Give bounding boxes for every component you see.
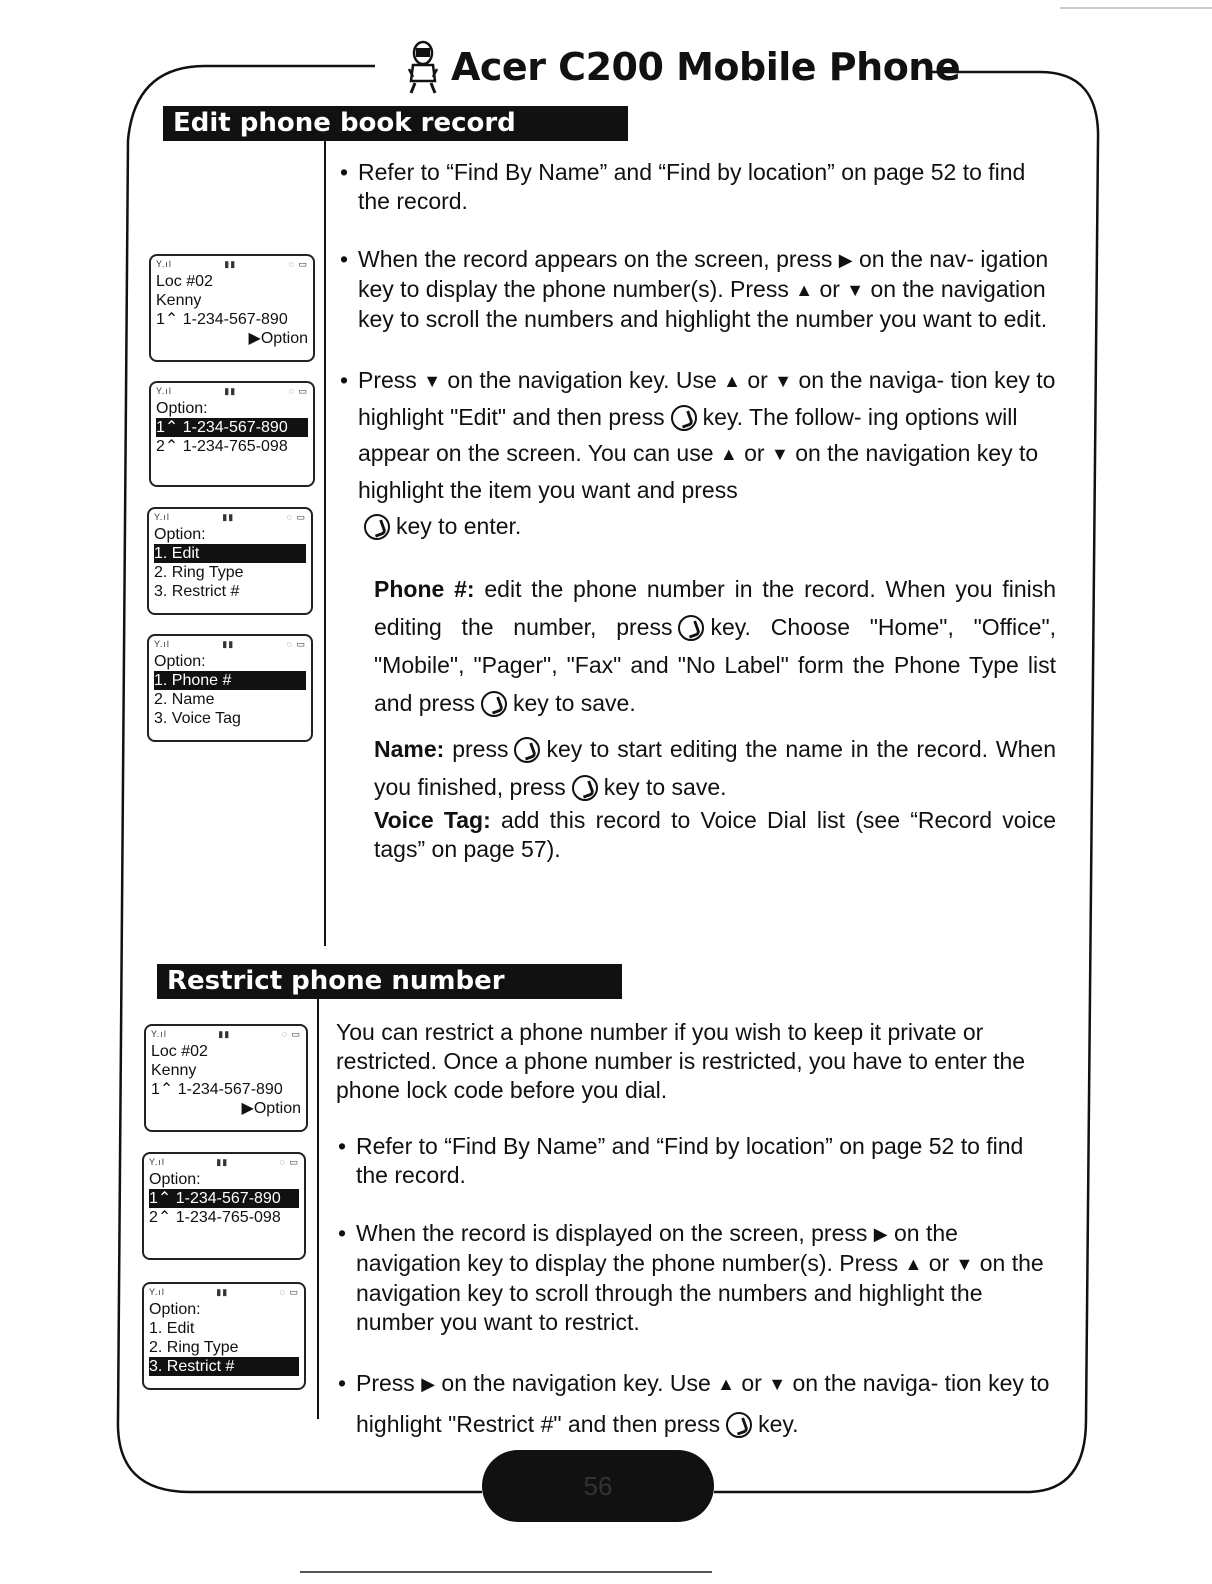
signal-icon: Y.ıl — [154, 512, 170, 522]
screen-row: 2. Ring Type — [149, 1339, 239, 1356]
status-bar — [156, 385, 308, 399]
down-arrow-icon: ▼ — [770, 444, 789, 464]
bullet-text: When the record appears on the screen, press — [358, 246, 833, 272]
option-name — [374, 730, 1056, 806]
restrict-instructions — [336, 1018, 1054, 1444]
bullet-text: on the naviga- tion key to highlight "Edit" and then press — [358, 367, 1056, 430]
screen-row-selected: 3. Restrict # — [149, 1357, 299, 1376]
option-text: key to save. — [513, 690, 636, 716]
bullet-dot: • — [340, 159, 349, 185]
option-text: press — [452, 736, 509, 762]
screen-row: 1⌃ 1-234-567-890 — [151, 1081, 283, 1098]
up-arrow-icon: ▲ — [717, 1374, 735, 1394]
down-arrow-icon: ▼ — [846, 280, 865, 300]
screen-row: Option: — [149, 1301, 201, 1318]
page-number-badge — [482, 1450, 714, 1522]
screen-row: Kenny — [156, 292, 202, 309]
screen-row: Option: — [149, 1171, 201, 1188]
bullet-text: Refer to “Find By Name” and “Find by location” on page 52 to find the record. — [358, 159, 1026, 214]
section-heading-edit: Edit phone book record — [163, 106, 628, 141]
message-icon: ▮▮ — [224, 386, 237, 396]
bullet-item — [338, 158, 1056, 216]
screen-row: Loc #02 — [156, 273, 213, 290]
bullet-dot: • — [338, 1220, 347, 1246]
message-icon: ▮▮ — [216, 1157, 229, 1167]
send-key-icon — [364, 514, 390, 540]
screen-row: 2⌃ 1-234-765-098 — [149, 1209, 281, 1226]
screen-row: Loc #02 — [151, 1043, 208, 1060]
option-text: add this record to Voice Dial list (see “Record voice tags” on page 57). — [374, 807, 1056, 862]
status-bar — [154, 511, 306, 525]
bullet-dot: • — [338, 1133, 347, 1159]
up-arrow-icon: ▲ — [719, 444, 738, 464]
column-divider — [317, 999, 319, 1419]
battery-icon: ◌ ▭ — [288, 386, 308, 396]
bullet-text: or — [819, 276, 840, 302]
bullet-item — [338, 245, 1056, 334]
screen-row: Option: — [154, 526, 206, 543]
bullet-text: on the navigation key to scroll through the numbers and highlight the number you want to restrict. — [356, 1250, 1044, 1335]
phone-screen — [142, 1152, 306, 1260]
option-label: Name: — [374, 736, 445, 762]
message-icon: ▮▮ — [216, 1287, 229, 1297]
bullet-text: key. — [758, 1411, 799, 1437]
phone-screen — [149, 254, 315, 362]
battery-icon: ◌ ▭ — [279, 1287, 299, 1297]
edit-instructions — [338, 158, 1056, 864]
screen-row-selected: 1. Phone # — [154, 671, 306, 690]
down-arrow-icon: ▼ — [955, 1254, 974, 1274]
send-key-icon — [726, 1412, 752, 1438]
message-icon: ▮▮ — [222, 639, 235, 649]
signal-icon: Y.ıl — [156, 259, 172, 269]
bullet-text: Press — [356, 1370, 415, 1396]
bullet-text: or — [741, 1370, 762, 1396]
screen-row: 2⌃ 1-234-765-098 — [156, 438, 288, 455]
up-arrow-icon: ▲ — [795, 280, 814, 300]
send-key-icon — [514, 737, 540, 763]
status-bar — [151, 1028, 301, 1042]
bullet-text: on the navigation key to scroll the numbers and highlight the number you want to edit. — [358, 276, 1048, 332]
down-arrow-icon: ▼ — [768, 1374, 787, 1394]
bullet-item — [336, 1219, 1054, 1337]
screen-row: 2. Name — [154, 691, 215, 708]
option-text: key to start editing the name in the record. When you finished, press — [374, 736, 1056, 800]
title-text: Acer C200 Mobile Phone — [451, 45, 961, 89]
down-arrow-icon: ▼ — [774, 371, 793, 391]
bullet-text: on the navigation key to highlight the item you want and press — [358, 440, 1039, 503]
screen-row: Option: — [154, 653, 206, 670]
bullet-text: or — [744, 440, 765, 466]
bullet-text: on the naviga- tion key to highlight "Restrict #" and then press — [356, 1370, 1050, 1437]
phone-screen — [144, 1024, 308, 1132]
screen-row: ▶Option — [248, 330, 308, 347]
send-key-icon — [678, 615, 704, 641]
option-voice — [374, 806, 1056, 864]
message-icon: ▮▮ — [218, 1029, 231, 1039]
send-key-icon — [481, 691, 507, 717]
bullet-item — [338, 362, 1056, 544]
mascot-icon — [405, 39, 441, 95]
bullet-text: or — [928, 1250, 950, 1276]
status-bar — [149, 1286, 299, 1300]
section-heading-restrict: Restrict phone number — [157, 964, 622, 999]
screen-row: 3. Restrict # — [154, 583, 240, 600]
screen-row: 3. Voice Tag — [154, 710, 241, 727]
right-arrow-icon: ▶ — [838, 250, 853, 270]
up-arrow-icon: ▲ — [904, 1254, 923, 1274]
phone-screen — [149, 381, 315, 487]
screen-row: Kenny — [151, 1062, 197, 1079]
send-key-icon — [572, 775, 598, 801]
option-descriptions — [338, 570, 1056, 864]
right-arrow-icon: ▶ — [421, 1374, 436, 1394]
screen-row-selected: 1. Edit — [154, 544, 306, 563]
option-text: key. Choose "Home", "Office", "Mobile", "Pager", "Fax" and "No Label" form the Phone Type list and press — [374, 614, 1056, 716]
up-arrow-icon: ▲ — [723, 371, 741, 391]
screen-row: ▶Option — [241, 1100, 301, 1117]
phone-screen — [142, 1282, 306, 1390]
status-bar — [156, 258, 308, 272]
option-label: Phone #: — [374, 576, 475, 602]
screen-row: 1. Edit — [149, 1320, 195, 1337]
option-text: edit the phone number in the record. When you finish editing the number, press — [374, 576, 1057, 640]
down-arrow-icon: ▼ — [423, 371, 442, 391]
bullet-text: key to enter. — [396, 513, 522, 539]
screen-row-selected: 1⌃ 1-234-567-890 — [156, 418, 308, 437]
signal-icon: Y.ıl — [151, 1029, 167, 1039]
page-title — [405, 42, 960, 92]
bullet-text: on the navigation key. Use — [447, 367, 717, 393]
battery-icon: ◌ ▭ — [286, 639, 306, 649]
screen-row: Option: — [156, 400, 208, 417]
message-icon: ▮▮ — [224, 259, 237, 269]
phone-screen — [147, 634, 313, 742]
bullet-text: or — [747, 367, 768, 393]
bullet-item — [336, 1132, 1054, 1190]
option-text: key to save. — [603, 774, 727, 800]
right-arrow-icon: ▶ — [873, 1224, 888, 1244]
signal-icon: Y.ıl — [156, 386, 172, 396]
status-bar — [154, 638, 306, 652]
bullet-text: Press — [358, 367, 417, 393]
signal-icon: Y.ıl — [154, 639, 170, 649]
bullet-text: on the navigation key. Use — [441, 1370, 711, 1396]
bullet-item — [336, 1363, 1054, 1444]
bullet-text: Refer to “Find By Name” and “Find by location” on page 52 to find the record. — [356, 1133, 1024, 1188]
phone-screen — [147, 507, 313, 615]
send-key-icon — [671, 405, 697, 431]
battery-icon: ◌ ▭ — [286, 512, 306, 522]
option-label: Voice Tag: — [374, 807, 491, 833]
signal-icon: Y.ıl — [149, 1157, 165, 1167]
bullet-text: on the nav- igation key to display the phone number(s). Press — [358, 246, 1049, 302]
screen-row: 1⌃ 1-234-567-890 — [156, 311, 288, 328]
bullet-text: on the navigation key to display the phone number(s). Press — [356, 1220, 958, 1276]
column-divider — [324, 141, 326, 946]
battery-icon: ◌ ▭ — [288, 259, 308, 269]
message-icon: ▮▮ — [222, 512, 235, 522]
bullet-text: When the record is displayed on the screen, press — [356, 1220, 868, 1246]
battery-icon: ◌ ▭ — [279, 1157, 299, 1167]
bullet-text: key. The follow- ing options will appear on the screen. You can use — [358, 404, 1018, 466]
screen-row-selected: 1⌃ 1-234-567-890 — [149, 1189, 299, 1208]
intro-text: You can restrict a phone number if you wish to keep it private or restricted. Once a phone number is restricted, you have to enter the phone lock code before you dial. — [336, 1019, 1026, 1103]
battery-icon: ◌ ▭ — [281, 1029, 301, 1039]
screen-row: 2. Ring Type — [154, 564, 244, 581]
option-phone — [374, 570, 1056, 722]
bullet-dot: • — [340, 367, 349, 393]
bullet-dot: • — [340, 246, 349, 272]
page-number: 56 — [583, 1471, 613, 1501]
signal-icon: Y.ıl — [149, 1287, 165, 1297]
status-bar — [149, 1156, 299, 1170]
bullet-dot: • — [338, 1370, 347, 1396]
